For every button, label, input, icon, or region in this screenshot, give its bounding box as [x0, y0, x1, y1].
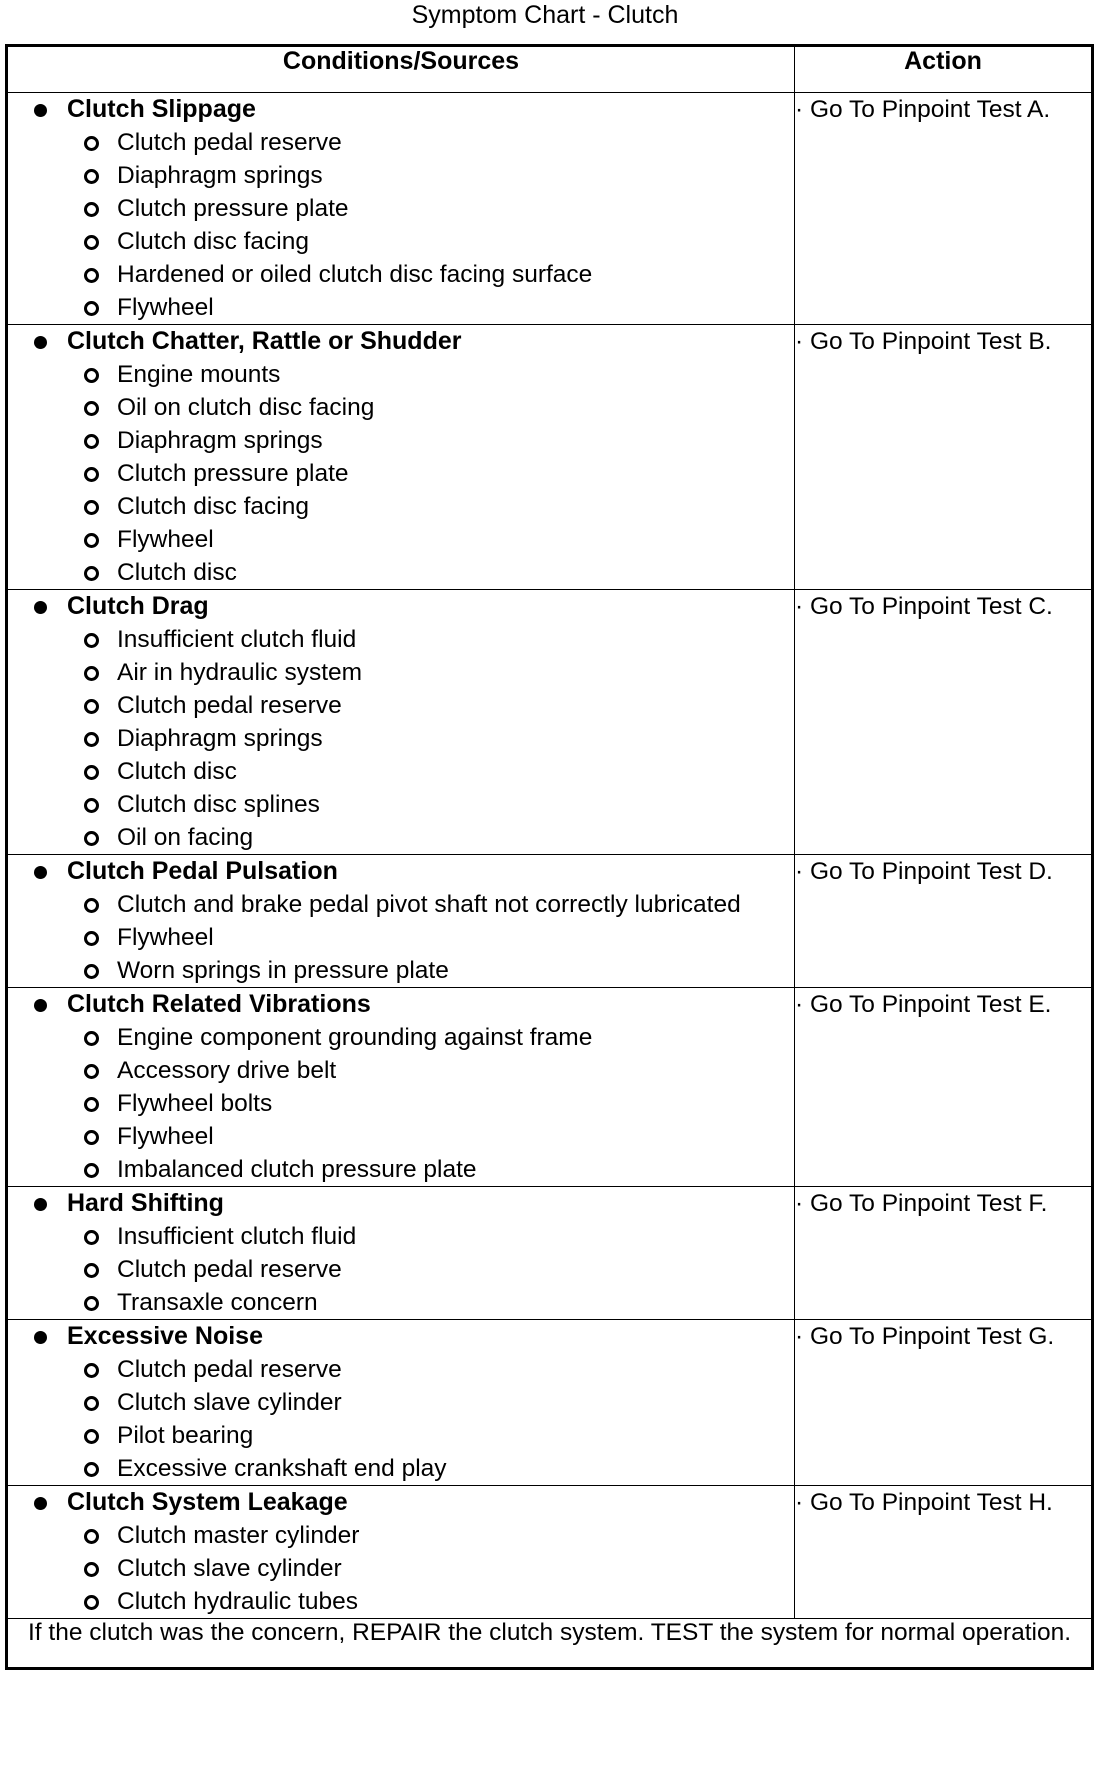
hollow-bullet-icon — [84, 202, 99, 217]
source-list — [8, 1021, 794, 1186]
source-label: Worn springs in pressure plate — [117, 957, 449, 984]
source-label: Oil on facing — [117, 824, 254, 851]
symptom-row — [7, 590, 1093, 855]
hollow-bullet-icon — [84, 765, 99, 780]
source-item — [8, 1419, 794, 1452]
source-label: Excessive crankshaft end play — [117, 1455, 447, 1482]
condition-label: Excessive Noise — [67, 1322, 263, 1350]
hollow-bullet-icon — [84, 1130, 99, 1145]
source-item — [8, 192, 794, 225]
hollow-bullet-icon — [84, 732, 99, 747]
source-item — [8, 1253, 794, 1286]
hollow-bullet-icon — [84, 235, 99, 250]
hollow-bullet-icon — [84, 401, 99, 416]
source-item — [8, 1087, 794, 1120]
source-item — [8, 523, 794, 556]
action-cell: · Go To Pinpoint Test B. — [795, 325, 1093, 590]
hollow-bullet-icon — [84, 666, 99, 681]
source-label: Clutch master cylinder — [117, 1522, 360, 1549]
filled-bullet-icon — [34, 1198, 47, 1211]
source-item — [8, 954, 794, 987]
source-item — [8, 689, 794, 722]
conditions-cell — [7, 1320, 795, 1486]
source-item — [8, 888, 794, 921]
hollow-bullet-icon — [84, 798, 99, 813]
source-item — [8, 391, 794, 424]
table-body — [7, 93, 1093, 1619]
source-item — [8, 1386, 794, 1419]
source-item — [8, 921, 794, 954]
source-item — [8, 755, 794, 788]
symptom-table — [5, 44, 1094, 1670]
symptom-row — [7, 988, 1093, 1187]
source-item — [8, 291, 794, 324]
source-item — [8, 490, 794, 523]
source-item — [8, 1552, 794, 1585]
source-label: Flywheel — [117, 526, 214, 553]
symptom-row — [7, 1486, 1093, 1619]
source-label: Clutch pedal reserve — [117, 692, 342, 719]
source-label: Imbalanced clutch pressure plate — [117, 1156, 477, 1183]
source-item — [8, 1519, 794, 1552]
source-item — [8, 258, 794, 291]
source-list — [8, 1220, 794, 1319]
condition-title — [8, 93, 794, 126]
condition-label: Clutch Chatter, Rattle or Shudder — [67, 327, 462, 355]
chart-title: Symptom Chart - Clutch — [411, 1, 679, 29]
source-label: Air in hydraulic system — [117, 659, 363, 686]
source-label: Clutch pedal reserve — [117, 1356, 342, 1383]
source-label: Clutch disc facing — [117, 493, 310, 520]
source-list — [8, 1519, 794, 1618]
source-list — [8, 623, 794, 854]
source-label: Clutch disc — [117, 758, 237, 785]
source-label: Clutch slave cylinder — [117, 1389, 342, 1416]
source-item — [8, 1120, 794, 1153]
source-item — [8, 126, 794, 159]
source-item — [8, 225, 794, 258]
condition-title — [8, 1320, 794, 1353]
source-label: Flywheel — [117, 1123, 214, 1150]
conditions-cell — [7, 1187, 795, 1320]
source-item — [8, 1021, 794, 1054]
hollow-bullet-icon — [84, 1064, 99, 1079]
source-label: Flywheel bolts — [117, 1090, 273, 1117]
hollow-bullet-icon — [84, 1462, 99, 1477]
condition-label: Clutch Drag — [67, 592, 209, 620]
condition-title — [8, 1486, 794, 1519]
source-item — [8, 623, 794, 656]
filled-bullet-icon — [34, 866, 47, 879]
action-cell: · Go To Pinpoint Test F. — [795, 1187, 1093, 1320]
filled-bullet-icon — [34, 999, 47, 1012]
conditions-cell — [7, 855, 795, 988]
symptom-row — [7, 93, 1093, 325]
hollow-bullet-icon — [84, 566, 99, 581]
source-item — [8, 1286, 794, 1319]
source-item — [8, 722, 794, 755]
conditions-cell — [7, 93, 795, 325]
hollow-bullet-icon — [84, 169, 99, 184]
source-label: Clutch pressure plate — [117, 460, 349, 487]
action-cell: · Go To Pinpoint Test A. — [795, 93, 1093, 325]
header-row — [7, 46, 1093, 93]
condition-label: Clutch Pedal Pulsation — [67, 857, 338, 885]
condition-title — [8, 590, 794, 623]
source-label: Clutch hydraulic tubes — [117, 1588, 359, 1615]
source-label: Clutch and brake pedal pivot shaft not correctly lubricated — [117, 891, 741, 918]
action-header: Action — [795, 46, 1093, 93]
filled-bullet-icon — [34, 336, 47, 349]
condition-label: Clutch System Leakage — [67, 1488, 348, 1516]
hollow-bullet-icon — [84, 1163, 99, 1178]
source-item — [8, 1220, 794, 1253]
condition-label: Clutch Slippage — [67, 95, 256, 123]
condition-label: Hard Shifting — [67, 1189, 224, 1217]
source-list — [8, 126, 794, 324]
source-label: Diaphragm springs — [117, 162, 323, 189]
conditions-header: Conditions/Sources — [7, 46, 795, 93]
hollow-bullet-icon — [84, 633, 99, 648]
hollow-bullet-icon — [84, 301, 99, 316]
source-label: Clutch disc splines — [117, 791, 320, 818]
source-label: Clutch disc facing — [117, 228, 310, 255]
hollow-bullet-icon — [84, 368, 99, 383]
source-item — [8, 656, 794, 689]
action-cell: · Go To Pinpoint Test E. — [795, 988, 1093, 1187]
condition-title — [8, 855, 794, 888]
source-list — [8, 1353, 794, 1485]
hollow-bullet-icon — [84, 467, 99, 482]
source-label: Flywheel — [117, 294, 214, 321]
hollow-bullet-icon — [84, 964, 99, 979]
symptom-row — [7, 1187, 1093, 1320]
source-list — [8, 888, 794, 987]
footer-note: If the clutch was the concern, REPAIR the clutch system. TEST the system for normal operation. — [7, 1619, 1093, 1669]
source-item — [8, 1054, 794, 1087]
source-label: Diaphragm springs — [117, 427, 323, 454]
hollow-bullet-icon — [84, 699, 99, 714]
hollow-bullet-icon — [84, 898, 99, 913]
source-label: Hardened or oiled clutch disc facing surface — [117, 261, 593, 288]
condition-title — [8, 1187, 794, 1220]
condition-label: Clutch Related Vibrations — [67, 990, 371, 1018]
source-item — [8, 788, 794, 821]
symptom-row — [7, 1320, 1093, 1486]
source-label: Insufficient clutch fluid — [117, 626, 357, 653]
source-label: Accessory drive belt — [117, 1057, 337, 1084]
source-label: Transaxle concern — [117, 1289, 318, 1316]
action-cell: · Go To Pinpoint Test C. — [795, 590, 1093, 855]
hollow-bullet-icon — [84, 1595, 99, 1610]
condition-title — [8, 988, 794, 1021]
hollow-bullet-icon — [84, 1363, 99, 1378]
hollow-bullet-icon — [84, 1031, 99, 1046]
source-label: Engine component grounding against frame — [117, 1024, 593, 1051]
action-cell: · Go To Pinpoint Test G. — [795, 1320, 1093, 1486]
filled-bullet-icon — [34, 1331, 47, 1344]
source-label: Clutch slave cylinder — [117, 1555, 342, 1582]
source-label: Pilot bearing — [117, 1422, 254, 1449]
conditions-cell — [7, 1486, 795, 1619]
condition-title — [8, 325, 794, 358]
conditions-cell — [7, 325, 795, 590]
source-item — [8, 424, 794, 457]
source-label: Clutch pedal reserve — [117, 129, 342, 156]
hollow-bullet-icon — [84, 1263, 99, 1278]
source-label: Diaphragm springs — [117, 725, 323, 752]
source-label: Clutch pedal reserve — [117, 1256, 342, 1283]
hollow-bullet-icon — [84, 136, 99, 151]
source-label: Clutch pressure plate — [117, 195, 349, 222]
source-item — [8, 358, 794, 391]
source-item — [8, 1153, 794, 1186]
filled-bullet-icon — [34, 1497, 47, 1510]
footer-row — [7, 1619, 1093, 1669]
filled-bullet-icon — [34, 601, 47, 614]
source-list — [8, 358, 794, 589]
symptom-row — [7, 325, 1093, 590]
hollow-bullet-icon — [84, 1529, 99, 1544]
hollow-bullet-icon — [84, 268, 99, 283]
action-cell: · Go To Pinpoint Test D. — [795, 855, 1093, 988]
symptom-row — [7, 855, 1093, 988]
hollow-bullet-icon — [84, 1429, 99, 1444]
hollow-bullet-icon — [84, 1230, 99, 1245]
conditions-cell — [7, 988, 795, 1187]
source-item — [8, 1353, 794, 1386]
source-label: Clutch disc — [117, 559, 237, 586]
source-label: Oil on clutch disc facing — [117, 394, 375, 421]
action-cell: · Go To Pinpoint Test H. — [795, 1486, 1093, 1619]
source-item — [8, 821, 794, 854]
hollow-bullet-icon — [84, 434, 99, 449]
hollow-bullet-icon — [84, 1562, 99, 1577]
source-item — [8, 159, 794, 192]
hollow-bullet-icon — [84, 831, 99, 846]
hollow-bullet-icon — [84, 500, 99, 515]
source-item — [8, 1585, 794, 1618]
source-item — [8, 556, 794, 589]
source-item — [8, 1452, 794, 1485]
hollow-bullet-icon — [84, 1396, 99, 1411]
source-item — [8, 457, 794, 490]
filled-bullet-icon — [34, 104, 47, 117]
source-label: Flywheel — [117, 924, 214, 951]
hollow-bullet-icon — [84, 1296, 99, 1311]
source-label: Engine mounts — [117, 361, 281, 388]
hollow-bullet-icon — [84, 931, 99, 946]
conditions-cell — [7, 590, 795, 855]
hollow-bullet-icon — [84, 1097, 99, 1112]
hollow-bullet-icon — [84, 533, 99, 548]
source-label: Insufficient clutch fluid — [117, 1223, 357, 1250]
